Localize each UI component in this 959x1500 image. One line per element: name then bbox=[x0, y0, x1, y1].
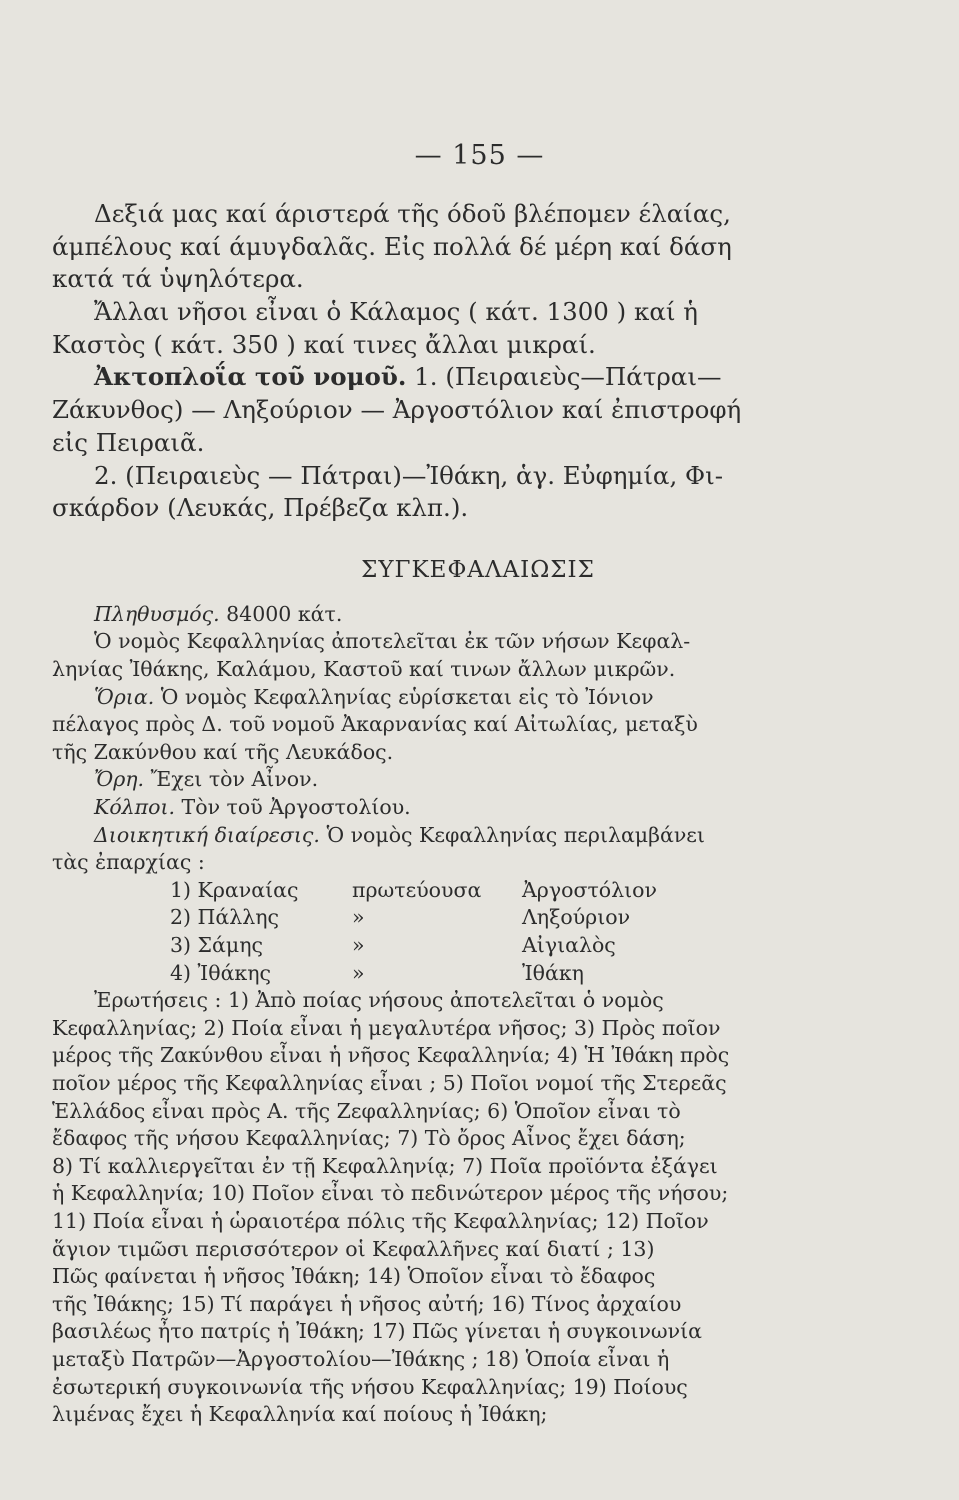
question-line: λιμένας ἔχει ἡ Κεφαλληνία καί ποίους ἡ Ἰθάκη; bbox=[52, 1402, 548, 1427]
page-number: — 155 — bbox=[414, 140, 545, 171]
question-line: Ἑλλάδος εἶναι πρὸς Α. τῆς Ζεφαλληνίας; 6) Ὁποῖον εἶναι τὸ bbox=[52, 1098, 681, 1123]
question-line: 8) Τί καλλιεργεῖται ἐν τῇ Κεφαλληνίᾳ; 7) Ποῖα προϊόντα ἐξάγει bbox=[52, 1153, 718, 1178]
section-title: ΣΥΓΚΕΦΑΛΑΙΩΣΙΣ bbox=[361, 556, 595, 583]
question-line: ἅγιον τιμῶσι περισσότερον οἱ Κεφαλλῆνες καί διατί ; 13) bbox=[52, 1236, 655, 1261]
text-line: εἰς Πειραιᾶ. bbox=[52, 427, 205, 457]
question-line: τῆς Ἰθάκης; 15) Τί παράγει ἡ νῆσος αὐτή; 16) Τίνος ἀρχαίου bbox=[52, 1291, 682, 1316]
province-role: » bbox=[352, 905, 365, 930]
question-line: Κεφαλληνίας; 2) Ποία εἶναι ἡ μεγαλυτέρα νῆσος; 3) Πρὸς ποῖον bbox=[52, 1015, 721, 1040]
summary-block bbox=[52, 601, 904, 877]
paragraph-olives bbox=[52, 198, 904, 296]
mountains-line: Ὄρη. Ἔχει τὸν Αἶνον. bbox=[94, 767, 319, 792]
province-row bbox=[52, 960, 904, 988]
question-line: μέρος τῆς Ζακύνθου εἶναι ἡ νῆσος Κεφαλληνία; 4) Ἡ Ἰθάκη πρὸς bbox=[52, 1043, 730, 1068]
provinces-table bbox=[52, 877, 904, 987]
question-line: ἐσωτερική συγκοινωνία τῆς νήσου Κεφαλληνίας; 19) Ποίους bbox=[52, 1374, 688, 1399]
province-capital: Ἰθάκη bbox=[522, 960, 584, 985]
text-line: άμπέλους καί άμυγδαλᾶς. Εἰς πολλά δέ μέρη καί δάση bbox=[52, 231, 732, 261]
province-row bbox=[52, 932, 904, 960]
paragraph-islands bbox=[52, 296, 904, 361]
text-line: Καστὸς ( κάτ. 350 ) καί τινες ἄλλαι μικραί. bbox=[52, 329, 596, 359]
question-line: ἡ Κεφαλληνία; 10) Ποῖον εἶναι τὸ πεδινώτερον μέρος τῆς νήσου; bbox=[52, 1181, 729, 1206]
text-line: Ἀκτοπλοΐα τοῦ νομοῦ. 1. (Πειραιεὺς—Πάτραι— bbox=[94, 362, 722, 392]
province-capital: Ἀργοστόλιον bbox=[522, 877, 657, 902]
text-line: πέλαγος πρὸς Δ. τοῦ νομοῦ Ἀκαρνανίας καί Αἰτωλίας, μεταξὺ bbox=[52, 712, 698, 737]
text-line: τῆς Ζακύνθου καί τῆς Λευκάδος. bbox=[52, 739, 394, 764]
text-line: τὰς ἐπαρχίας : bbox=[52, 850, 205, 875]
shipping-heading: Ἀκτοπλοΐα τοῦ νομοῦ. bbox=[94, 362, 407, 392]
province-name: 2) Πάλλης bbox=[170, 905, 280, 930]
question-line: βασιλέως ἦτο πατρίς ἡ Ἰθάκη; 17) Πῶς γίνεται ἡ συγκοινωνία bbox=[52, 1319, 702, 1344]
text-line: ληνίας Ἰθάκης, Καλάμου, Καστοῦ καί τινων ἄλλων μικρῶν. bbox=[52, 657, 676, 682]
text-line: κατά τά ὑψηλότερα. bbox=[52, 264, 304, 294]
province-role: » bbox=[352, 933, 365, 957]
question-line: ποῖον μέρος τῆς Κεφαλληνίας εἶναι ; 5) Ποῖοι νομοί τῆς Στερεᾶς bbox=[52, 1070, 727, 1095]
question-line: Ἐρωτήσεις : 1) Ἀπὸ ποίας νήσους ἀποτελεῖται ὁ νομὸς bbox=[94, 988, 664, 1013]
division-line: Διοικητική διαίρεσις. Ὁ νομὸς Κεφαλληνίας περιλαμβάνει bbox=[94, 822, 705, 847]
text-line: Ζάκυνθος) — Ληξούριον — Ἀργοστόλιον καί ἐπιστροφή bbox=[52, 395, 742, 425]
province-role: » bbox=[352, 960, 365, 985]
province-role: πρωτεύουσα bbox=[352, 877, 482, 902]
province-capital: Ληξούριον bbox=[522, 905, 631, 930]
question-line: 11) Ποία εἶναι ἡ ὡραιοτέρα πόλις τῆς Κεφαλληνίας; 12) Ποῖον bbox=[52, 1208, 709, 1233]
questions-block bbox=[52, 987, 904, 1429]
province-capital: Αἰγιαλὸς bbox=[522, 933, 616, 957]
text-line: 2. (Πειραιεὺς — Πάτραι)—Ἰθάκη, ἁγ. Εὐφημία, Φι- bbox=[94, 460, 724, 490]
paragraph-shipping bbox=[52, 361, 904, 459]
text-line: Ἄλλαι νῆσοι εἶναι ὁ Κάλαμος ( κάτ. 1300 ) καί ἡ bbox=[94, 297, 698, 327]
text-line: Δεξιά μας καί άριστερά τῆς όδοῦ βλέπομεν έλαίας, bbox=[94, 199, 731, 228]
province-name: 4) Ἰθάκης bbox=[170, 960, 271, 985]
paragraph-route-2 bbox=[52, 460, 904, 525]
text-line: σκάρδον (Λευκάς, Πρέβεζα κλπ.). bbox=[52, 493, 469, 523]
question-line: Πῶς φαίνεται ἡ νῆσος Ἰθάκη; 14) Ὁποῖον εἶναι τὸ ἔδαφος bbox=[52, 1264, 656, 1289]
province-row bbox=[52, 904, 904, 932]
borders-line: Ὅρια. Ὁ νομὸς Κεφαλληνίας εὑρίσκεται εἰς τὸ Ἰόνιον bbox=[94, 684, 654, 709]
gulfs-line: Κόλποι. Τὸν τοῦ Ἀργοστολίου. bbox=[94, 795, 411, 820]
population-line: Πληθυσμός. 84000 κάτ. bbox=[94, 601, 343, 626]
question-line: μεταξὺ Πατρῶν—Ἀργοστολίου—Ἰθάκης ; 18) Ὁποία εἶναι ἡ bbox=[52, 1346, 670, 1371]
province-row bbox=[52, 877, 904, 905]
province-name: 1) Κραναίας bbox=[170, 877, 299, 902]
text-line: Ὁ νομὸς Κεφαλληνίας ἀποτελεῖται ἐκ τῶν νήσων Κεφαλ- bbox=[94, 629, 691, 654]
question-line: ἔδαφος τῆς νήσου Κεφαλληνίας; 7) Τὸ ὄρος Αἶνος ἔχει δάση; bbox=[52, 1126, 686, 1151]
page-body bbox=[52, 198, 904, 1429]
province-name: 3) Σάμης bbox=[170, 933, 263, 957]
